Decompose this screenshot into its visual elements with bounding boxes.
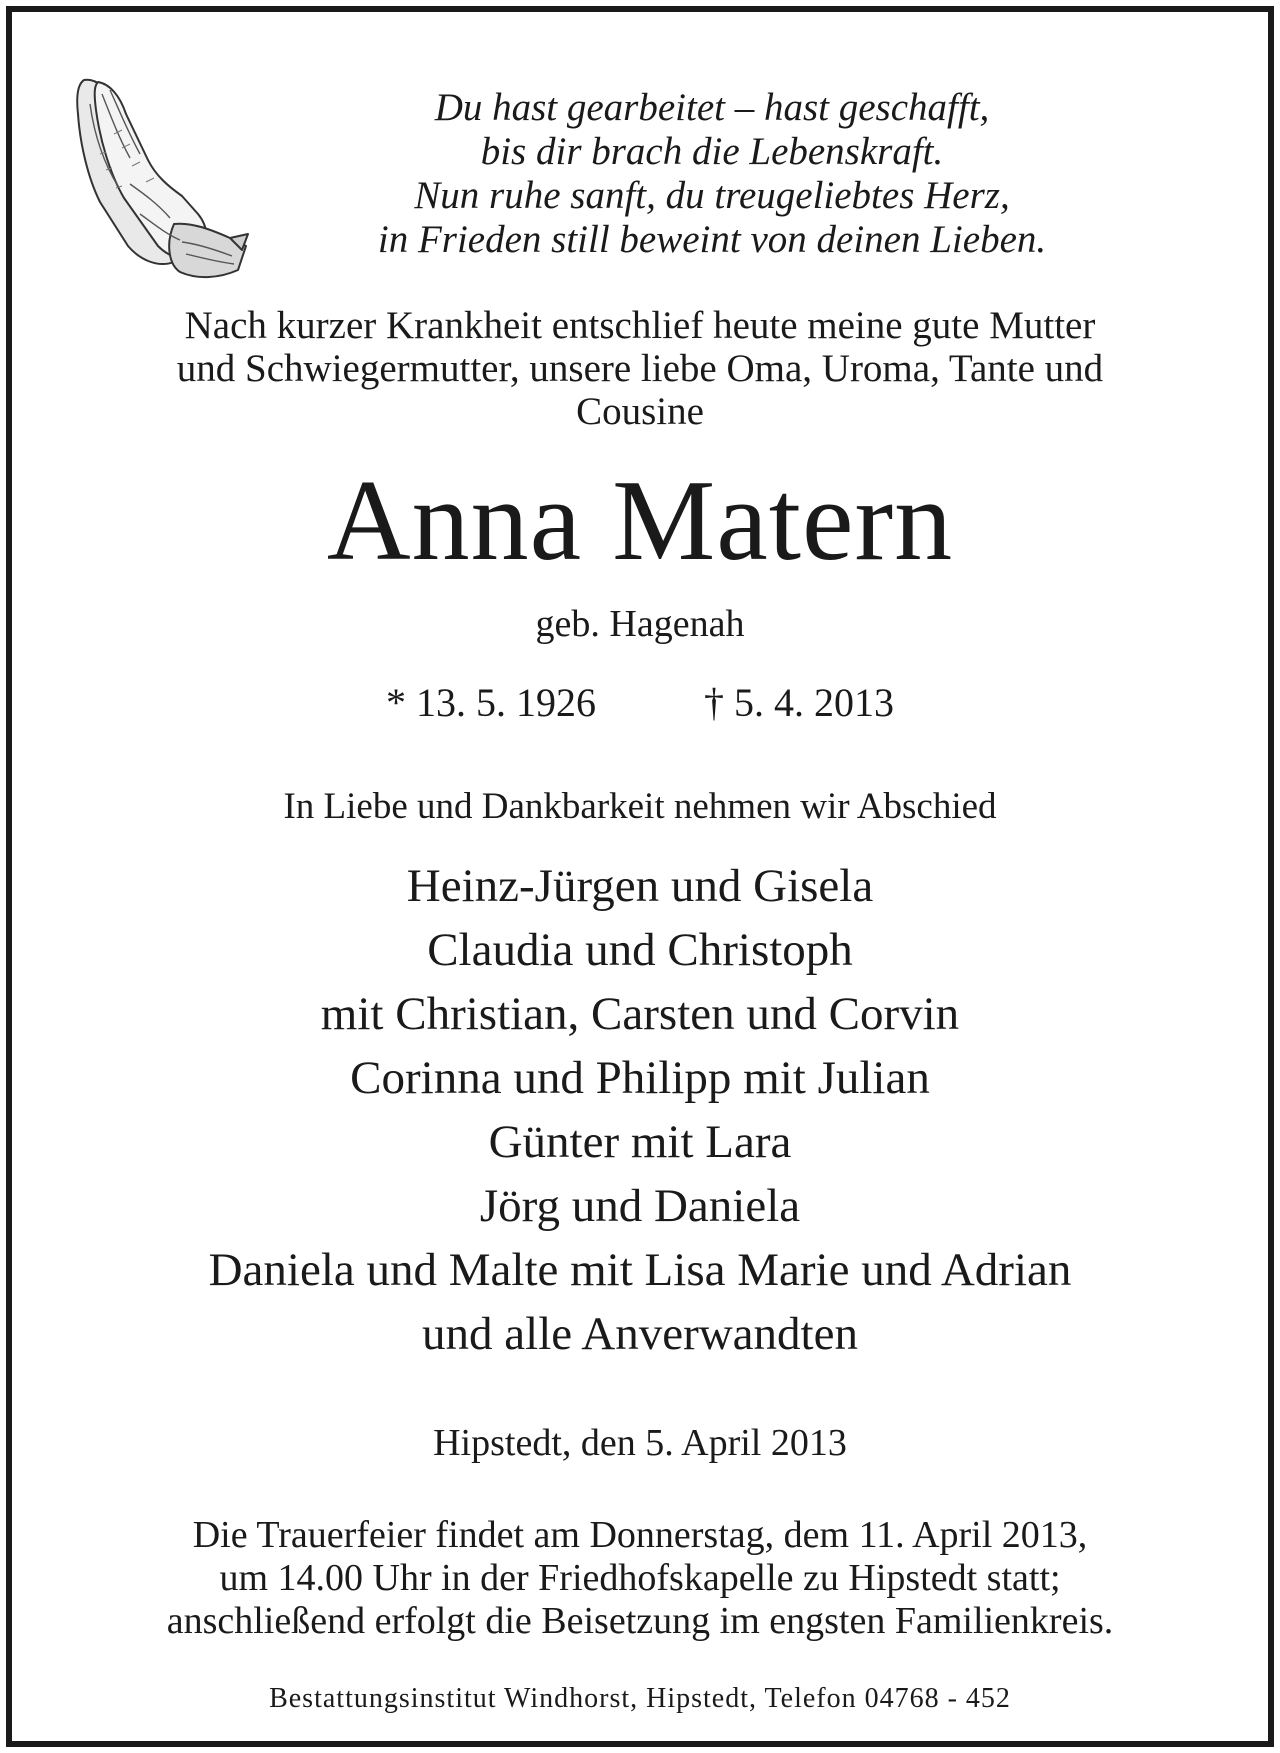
death-date: † 5. 4. 2013 [704, 680, 894, 725]
service-line: um 14.00 Uhr in der Friedhofskapelle zu Hipstedt statt; [219, 1557, 1061, 1599]
intro-text [12, 304, 1268, 433]
maiden-name: geb. Hagenah [535, 603, 745, 645]
poem [252, 86, 1172, 262]
intro-line: und Schwiegermutter, unsere liebe Oma, Uroma, Tante und [176, 347, 1104, 390]
mourner-line: Heinz-Jürgen und Gisela [406, 860, 874, 912]
place-and-date: Hipstedt, den 5. April 2013 [433, 1422, 847, 1464]
poem-line: Nun ruhe sanft, du treugeliebtes Herz, [414, 174, 1010, 217]
mourners-list [12, 854, 1268, 1366]
obituary-notice [6, 6, 1274, 1747]
intro-line: Nach kurzer Krankheit entschlief heute meine gute Mutter [184, 304, 1096, 347]
service-line: anschließend erfolgt die Beisetzung im engsten Familienkreis. [166, 1600, 1114, 1642]
farewell-line: In Liebe und Dankbarkeit nehmen wir Abschied [283, 786, 997, 827]
birth-date: * 13. 5. 1926 [386, 680, 596, 725]
service-details [12, 1514, 1268, 1643]
mourner-line: mit Christian, Carsten und Corvin [320, 988, 960, 1040]
deceased-name: Anna Matern [326, 457, 954, 585]
praying-hands-icon [70, 74, 250, 284]
life-dates [12, 680, 1268, 726]
mourner-line: Daniela und Malte mit Lisa Marie und Adrian [208, 1244, 1072, 1296]
poem-line: in Frieden still beweint von deinen Lieben. [377, 218, 1047, 261]
service-line: Die Trauerfeier findet am Donnerstag, dem 11. April 2013, [192, 1514, 1088, 1556]
mourner-line: Jörg und Daniela [479, 1180, 801, 1232]
mourner-line: und alle Anverwandten [422, 1308, 858, 1360]
header-poem-row [12, 68, 1268, 278]
mourner-line: Günter mit Lara [488, 1116, 792, 1168]
mourner-line: Claudia und Christoph [427, 924, 853, 976]
poem-line: Du hast gearbeitet – hast geschafft, [434, 86, 990, 129]
intro-line: Cousine [576, 390, 704, 433]
poem-line: bis dir brach die Lebenskraft. [480, 130, 944, 173]
mourner-line: Corinna und Philipp mit Julian [350, 1052, 930, 1104]
funeral-home-contact: Bestattungsinstitut Windhorst, Hipstedt, Telefon 04768 - 452 [269, 1683, 1011, 1714]
